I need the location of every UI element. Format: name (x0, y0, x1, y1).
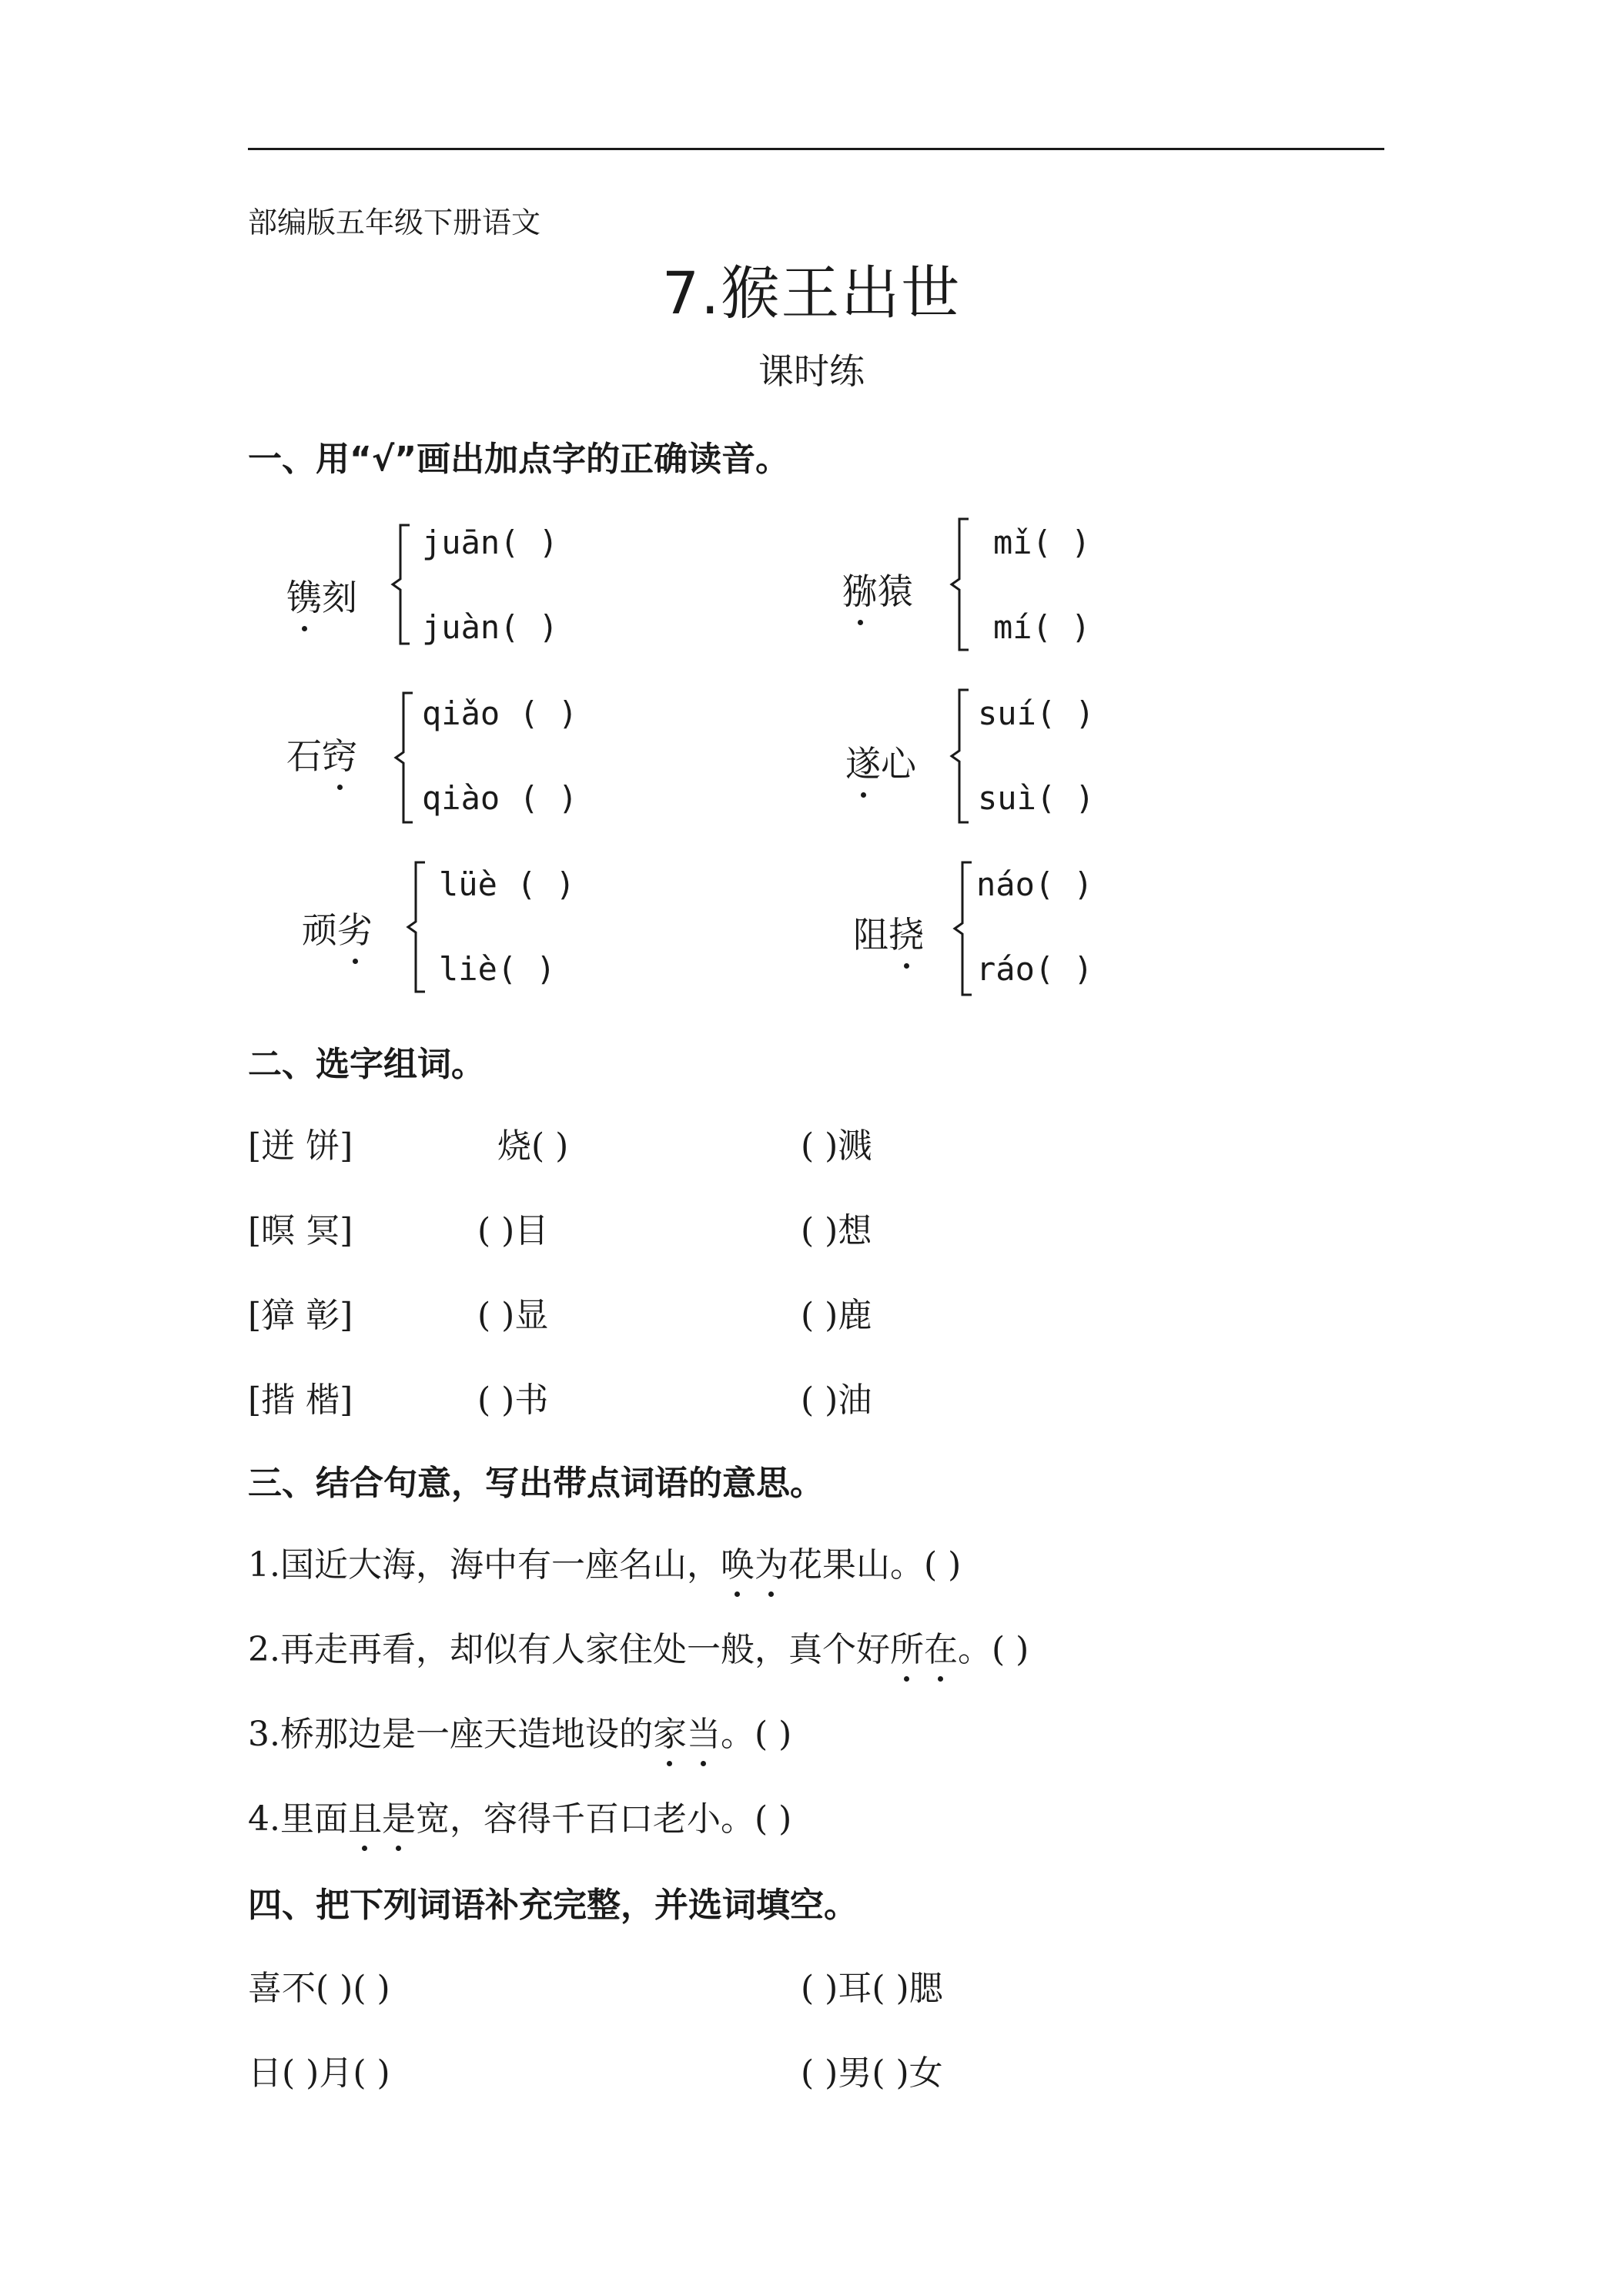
char: 阻 (853, 914, 888, 956)
char: 石 (286, 735, 322, 777)
page-subtitle: 课时练 (758, 350, 865, 392)
s4-right: ( )男( )女 (801, 2053, 943, 2093)
dotted-char: 遂 (845, 736, 881, 787)
dotted-char: 唤 (721, 1537, 755, 1586)
s2-left: ( )目 (477, 1211, 549, 1250)
s1-option: qiào ( ) (422, 779, 578, 817)
brace-icon (949, 859, 976, 998)
char: 猿 (878, 571, 913, 612)
s1-word (286, 570, 357, 621)
text: 3.桥那边是一座天造地设的 (248, 1715, 653, 1754)
dotted-char: 猕 (842, 564, 878, 614)
section-4-heading: 四、把下列词语补充完整，并选词填空。 (248, 1886, 858, 1925)
dotted-char: 镌 (286, 570, 322, 621)
char: 心 (881, 743, 916, 785)
s2-pair: [暝 冥] (248, 1211, 353, 1250)
s1-option: ráo( ) (976, 950, 1093, 988)
s3-line (248, 1791, 791, 1840)
s2-pair: [迸 饼] (248, 1126, 353, 1166)
dotted-char: 为 (755, 1537, 788, 1586)
s2-left: ( )书 (477, 1381, 549, 1420)
s1-option: lüè ( ) (439, 865, 576, 903)
s2-left: ( )显 (477, 1296, 549, 1335)
char: 顽 (302, 909, 337, 951)
dotted-char: 挠 (888, 907, 924, 958)
s2-right: ( )溅 (801, 1126, 872, 1166)
s1-option: suì( ) (978, 779, 1095, 817)
text: 1.国近大海，海中有一座名山， (248, 1545, 721, 1585)
text: 。( ) (957, 1630, 1029, 1669)
s2-left: 烧( ) (497, 1126, 569, 1166)
text: 4.里面 (248, 1799, 348, 1839)
s1-word (845, 736, 916, 787)
text: 。( ) (720, 1715, 792, 1754)
s2-pair: [揩 楷] (248, 1381, 353, 1420)
s3-line (248, 1537, 961, 1586)
s1-option: suí( ) (978, 694, 1095, 732)
brace-icon (945, 687, 973, 825)
s1-option: mí( ) (993, 608, 1091, 646)
page-title: 7.猴王出世 (661, 259, 962, 327)
char: 刻 (322, 577, 357, 618)
brace-icon (945, 516, 973, 653)
dotted-char: 且 (348, 1791, 382, 1840)
text: 2.再走再看，却似有人家住处一般，真个好 (248, 1630, 890, 1669)
top-rule (248, 148, 1384, 150)
header-note: 部编版五年级下册语文 (248, 206, 541, 239)
s1-option: juān( ) (422, 524, 559, 561)
brace-icon (402, 859, 430, 995)
s1-option: liè( ) (439, 950, 556, 988)
s3-line (248, 1706, 791, 1755)
s4-right: ( )耳( )腮 (801, 1969, 943, 2008)
text: 宽，容得千百口老小。( ) (415, 1799, 792, 1839)
dotted-char: 所 (890, 1622, 924, 1671)
s2-pair: [獐 彰] (248, 1296, 353, 1335)
s1-option: náo( ) (976, 865, 1093, 903)
s1-option: juàn( ) (422, 608, 559, 646)
s1-word (853, 907, 924, 958)
brace-icon (387, 522, 414, 647)
section-2-heading: 二、选字组词。 (248, 1045, 485, 1084)
brace-icon (390, 690, 417, 825)
s2-right: ( )想 (801, 1211, 872, 1250)
s3-line (248, 1622, 1029, 1671)
s4-left: 日( )月( ) (248, 2053, 390, 2093)
dotted-char: 在 (924, 1622, 958, 1671)
section-3-heading: 三、结合句意，写出带点词语的意思。 (248, 1464, 824, 1503)
dotted-char: 劣 (337, 902, 373, 953)
dotted-char: 窍 (322, 728, 357, 779)
text: 花果山。( ) (788, 1545, 962, 1585)
s2-right: ( )鹿 (801, 1296, 872, 1335)
dotted-char: 当 (687, 1706, 721, 1755)
section-1-heading: 一、用“√”画出加点字的正确读音。 (248, 440, 790, 479)
dotted-char: 是 (382, 1791, 416, 1840)
s1-option: qiǎo ( ) (422, 694, 578, 732)
s1-option: mǐ( ) (993, 524, 1091, 561)
s1-word (302, 902, 373, 953)
s4-left: 喜不( )( ) (248, 1969, 390, 2008)
s2-right: ( )油 (801, 1381, 872, 1420)
dotted-char: 家 (653, 1706, 687, 1755)
s1-word (842, 564, 913, 614)
s1-word (286, 728, 357, 779)
